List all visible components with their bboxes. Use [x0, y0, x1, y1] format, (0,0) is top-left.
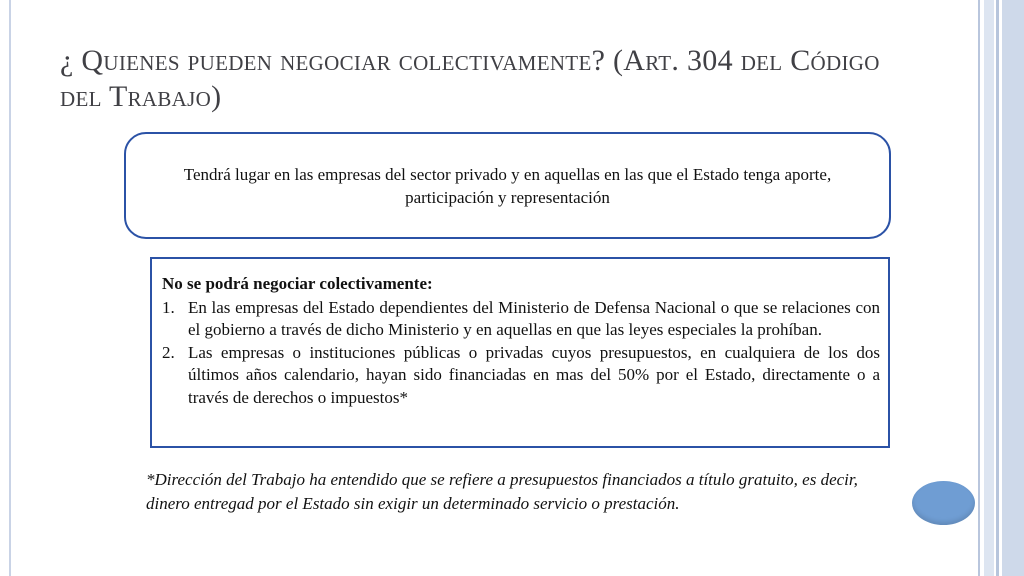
- exclusions-box: [150, 257, 890, 448]
- exclusions-list: [162, 297, 880, 410]
- footnote: *Dirección del Trabajo ha entendido que se refiere a presupuestos financiados a título gratuito, es decir, dinero entregad por el Estado sin exigir un determinado servicio o prestación.: [146, 470, 858, 513]
- list-item-text: En las empresas del Estado dependientes del Ministerio de Defensa Nacional o que se relaciones con el gobierno a través de dicho Ministerio y en aquellas en que las leyes especiales la prohíban.: [188, 297, 880, 339]
- info-box-text: Tendrá lugar en las empresas del sector privado y en aquellas en las que el Estado tenga aporte, participación y representación: [183, 164, 832, 207]
- list-item-number: 1.: [162, 297, 175, 317]
- decorative-oval: [912, 481, 975, 525]
- stripe: [984, 0, 994, 576]
- stripe: [978, 0, 980, 576]
- list-item: [162, 297, 880, 342]
- list-item-text: Las empresas o instituciones públicas o privadas cuyos presupuestos, en cualquiera de los dos últimos años calendario, hayan sido financiadas en mas del 50% por el Estado, directamente o a través de derechos o impuestos*: [188, 342, 880, 407]
- exclusions-heading: No se podrá negociar colectivamente:: [162, 274, 433, 293]
- right-decorative-stripes: [978, 0, 1024, 576]
- list-item: [162, 342, 880, 410]
- left-border-line: [9, 0, 11, 576]
- info-box-rounded: [124, 132, 891, 239]
- stripe: [1002, 0, 1024, 576]
- stripe: [996, 0, 999, 576]
- list-item-number: 2.: [162, 342, 175, 362]
- slide-title: ¿ Quienes pueden negociar colectivamente? (Art. 304 del Código del Trabajo): [60, 44, 880, 113]
